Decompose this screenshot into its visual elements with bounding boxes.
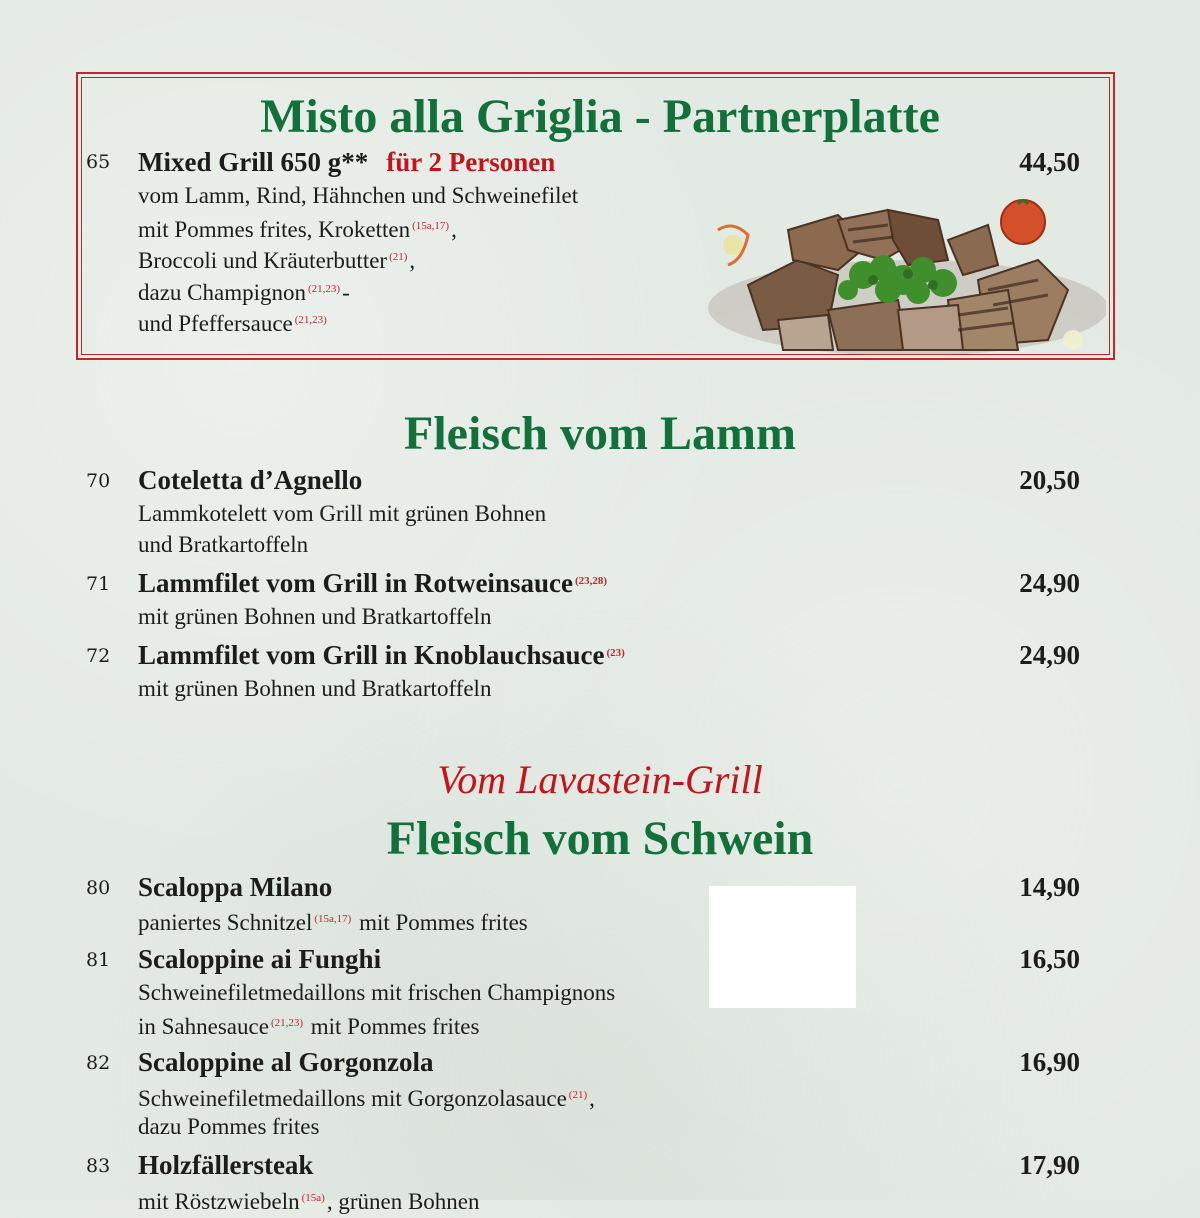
- item-description: dazu Champignon $^{(21,23)}$-: [138, 280, 350, 305]
- item-description: Lammkotelett vom Grill mit grünen Bohnen: [138, 501, 547, 526]
- item-number: 80: [86, 877, 111, 899]
- item-description: dazu Pommes frites: [138, 1114, 320, 1139]
- item-name: Holzfällersteak: [138, 1150, 314, 1180]
- item-description: in Sahnesauce $^{(21,23)}$ mit Pommes frites: [138, 1014, 480, 1039]
- item-name: Coteletta d’Agnello: [138, 465, 363, 495]
- allergen-code: (15a): [301, 1192, 325, 1204]
- item-number: 65: [86, 151, 111, 173]
- allergen-code: (21): [568, 1089, 588, 1101]
- allergen-code: (15a,17): [412, 220, 450, 232]
- mixed-grill-platter-photo: [688, 190, 1106, 355]
- item-description: mit Pommes frites, Kroketten $^{(15a,17)}$,: [138, 217, 457, 242]
- item-price: 24,90: [1019, 640, 1080, 670]
- persons-note: für 2 Personen: [386, 147, 556, 177]
- allergen-code: (21): [389, 251, 408, 263]
- item-description: und Bratkartoffeln: [138, 532, 309, 557]
- item-price: 16,90: [1019, 1047, 1080, 1077]
- item-number: 82: [86, 1052, 111, 1074]
- item-description: vom Lamm, Rind, Hähnchen und Schweinefilet: [138, 183, 579, 208]
- item-name: Lammfilet vom Grill in Knoblauchsauce $^{(23)}$: [138, 640, 625, 670]
- allergen-code: (21,23): [308, 283, 341, 295]
- item-description: paniertes Schnitzel $^{(15a,17)}$ mit Pommes frites: [138, 910, 528, 935]
- item-price: 20,50: [1019, 465, 1080, 495]
- item-name: Scaloppine ai Funghi: [138, 944, 382, 974]
- item-description: Schweinefiletmedaillons mit Gorgonzolasauce $^{(21)}$,: [138, 1086, 595, 1111]
- section-subtitle-lavastein: Vom Lavastein-Grill: [437, 757, 763, 802]
- blank-image-placeholder: [709, 886, 856, 1008]
- item-name: Scaloppine al Gorgonzola: [138, 1047, 434, 1077]
- item-price: 44,50: [1019, 147, 1080, 177]
- item-description: und Pfeffersauce $^{(21,23)}$: [138, 311, 327, 336]
- item-number: 83: [86, 1155, 111, 1177]
- item-number: 72: [86, 645, 111, 667]
- item-price: 24,90: [1019, 568, 1080, 598]
- item-price: 17,90: [1019, 1150, 1080, 1180]
- item-name: Lammfilet vom Grill in Rotweinsauce $^{(23,28)}$: [138, 568, 608, 598]
- item-description: mit grünen Bohnen und Bratkartoffeln: [138, 604, 492, 629]
- item-description: mit Röstzwiebeln $^{(15a)}$, grünen Bohnen: [138, 1189, 480, 1214]
- allergen-code: (23,28): [574, 575, 608, 587]
- item-name: Scaloppa Milano: [138, 872, 333, 902]
- item-description: Broccoli und Kräuterbutter $^{(21)}$,: [138, 248, 416, 273]
- allergen-code: (15a,17): [314, 913, 352, 925]
- item-description: Schweinefiletmedaillons mit frischen Champignons: [138, 980, 616, 1005]
- allergen-code: (21,23): [294, 314, 327, 326]
- section-title-schwein: Fleisch vom Schwein: [386, 812, 814, 865]
- item-description: mit grünen Bohnen und Bratkartoffeln: [138, 676, 492, 701]
- item-price: 16,50: [1019, 944, 1080, 974]
- item-price: 14,90: [1019, 872, 1080, 902]
- allergen-code: (21,23): [270, 1017, 304, 1029]
- allergen-code: (23): [606, 647, 625, 659]
- item-number: 71: [86, 573, 111, 595]
- item-number: 70: [86, 470, 111, 492]
- item-number: 81: [86, 949, 111, 971]
- item-name-mixed-grill: Mixed Grill 650 g** für 2 Personen: [138, 147, 556, 177]
- section-title-misto: Misto alla Griglia - Partnerplatte: [260, 90, 940, 143]
- section-title-lamm: Fleisch vom Lamm: [404, 407, 796, 460]
